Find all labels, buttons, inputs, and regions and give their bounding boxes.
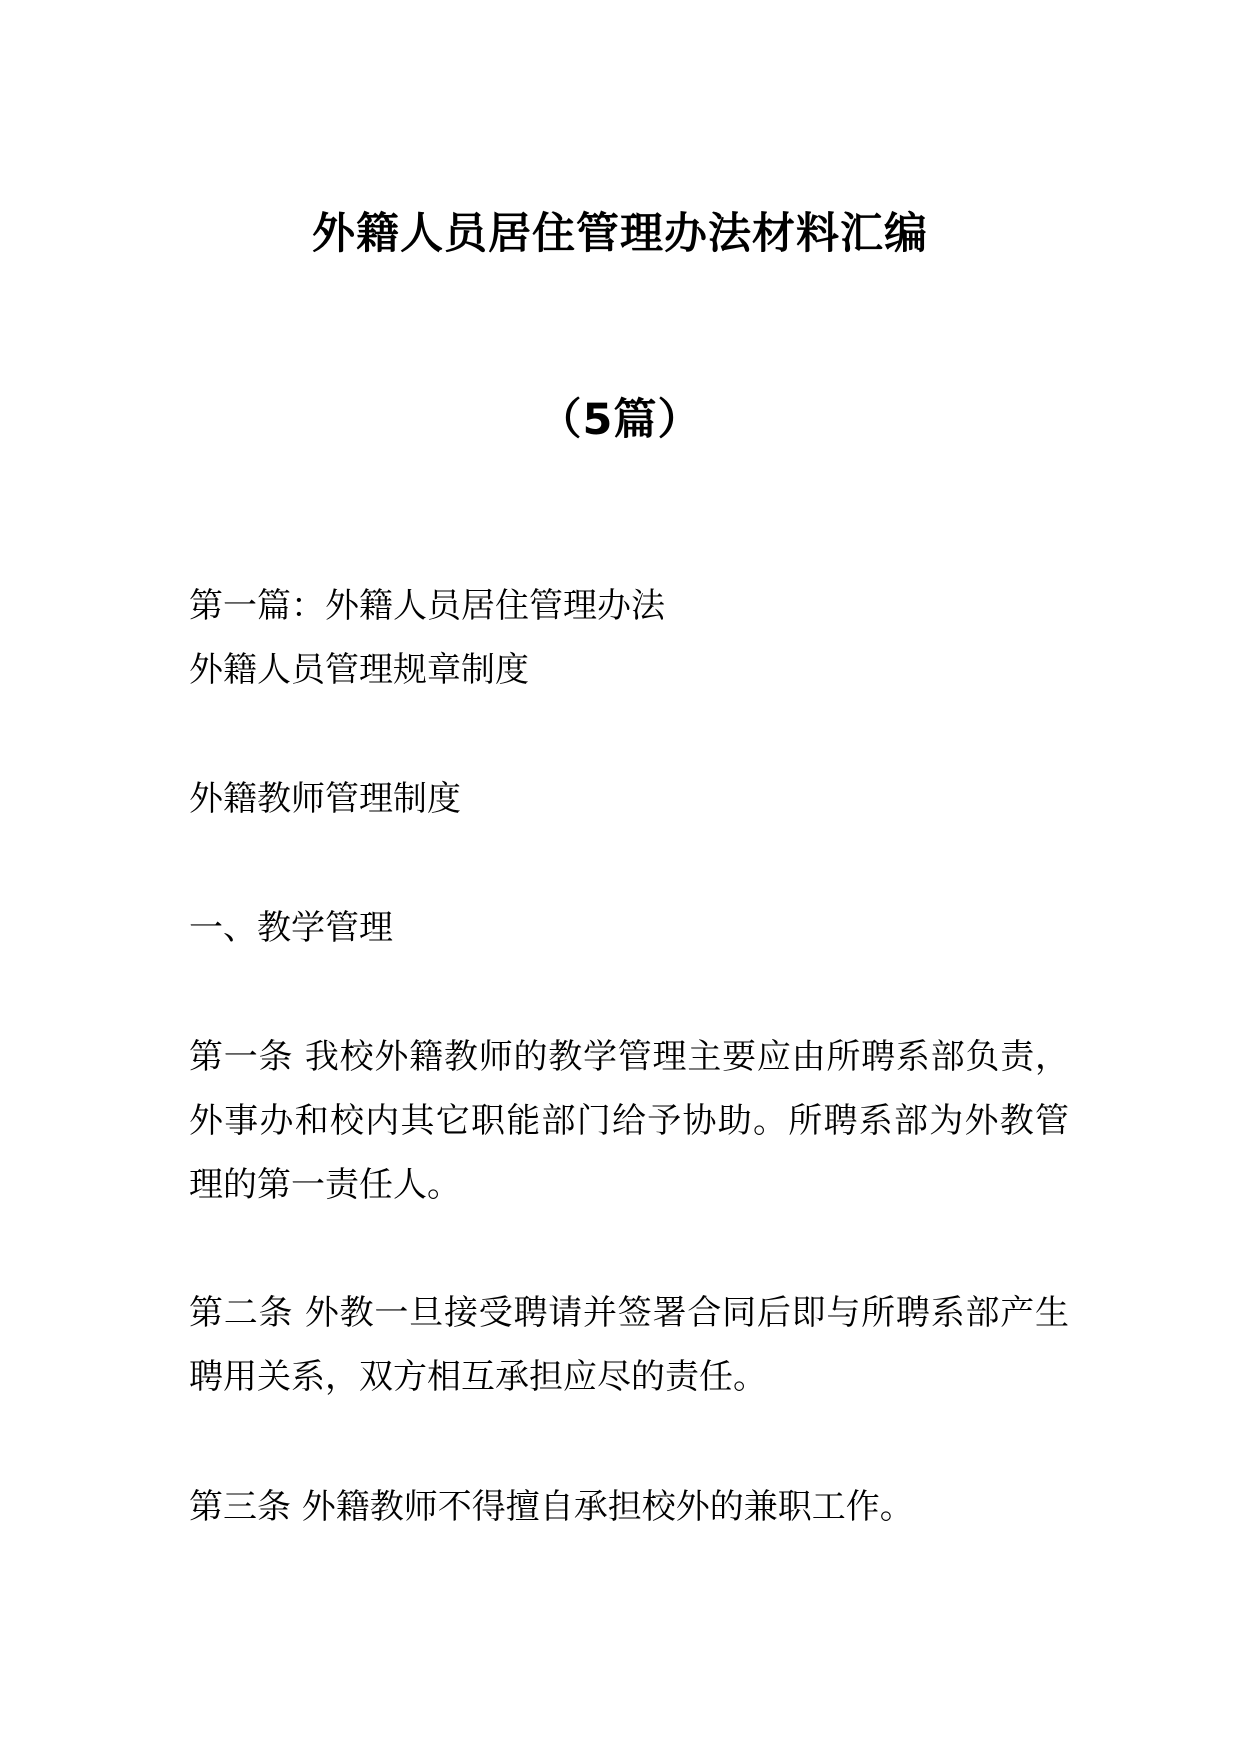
- document-title: 外籍人员居住管理办法材料汇编: [312, 209, 928, 259]
- part-heading: 第一篇：外籍人员居住管理办法: [189, 586, 665, 626]
- teacher-heading: 外籍教师管理制度: [189, 779, 461, 819]
- article-3: 第三条 外籍教师不得擅自承担校外的兼职工作。: [189, 1487, 914, 1527]
- regulation-heading: 外籍人员管理规章制度: [189, 650, 529, 690]
- section-heading: 一、教学管理: [189, 908, 393, 948]
- article-1: 第一条 我校外籍教师的教学管理主要应由所聘系部负责，外事办和校内其它职能部门给予协助。所聘系部为外教管理的第一责任人。: [189, 1037, 1069, 1205]
- article-2: 第二条 外教一旦接受聘请并签署合同后即与所聘系部产生聘用关系，双方相互承担应尽的责任。: [189, 1293, 1069, 1397]
- document-subtitle: （5篇）: [538, 395, 702, 445]
